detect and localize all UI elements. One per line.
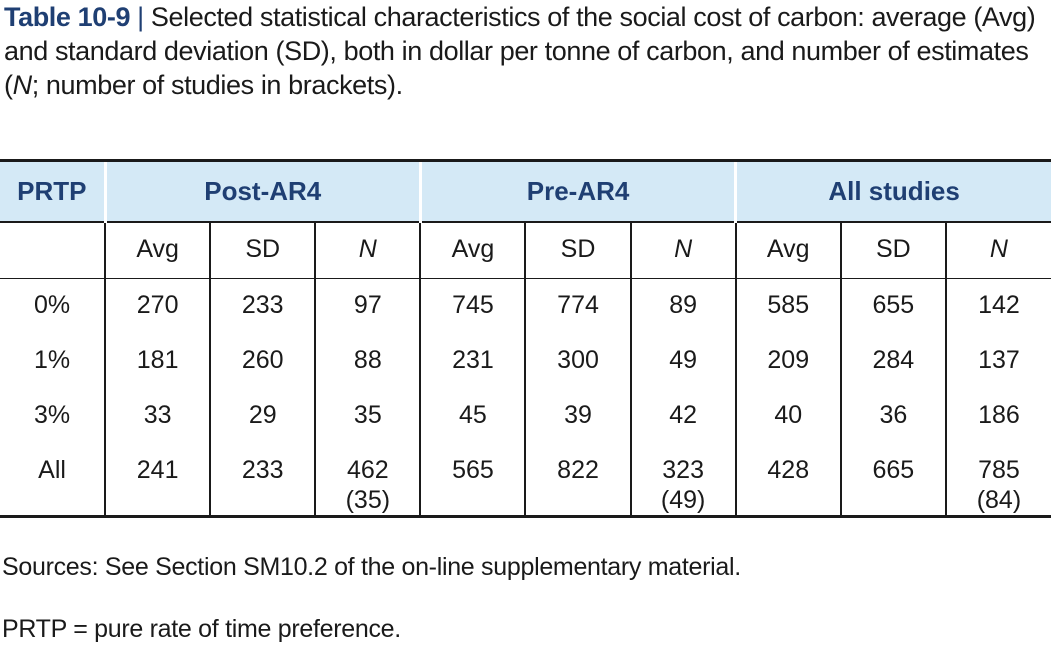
sources-note: Sources: See Section SM10.2 of the on-line supplementary material. (2, 553, 741, 581)
table-cell (420, 444, 525, 517)
table-cell: 49 (631, 334, 736, 389)
table-cell: 88 (315, 334, 420, 389)
header-post-ar4: Post-AR4 (105, 161, 420, 223)
cell-value: 241 (136, 456, 179, 484)
table-cell: 40 (736, 389, 841, 444)
table-cell: 89 (631, 279, 736, 335)
caption-text-1: Selected statistical characteristics of the social cost of carbon: average (Avg) and standard deviation (SD), both in dollar per tonne of carbon, and number of estimates ( (4, 2, 1036, 100)
table-cell: 97 (315, 279, 420, 335)
subheader-cell: SD (841, 222, 946, 279)
table-cell: 774 (525, 279, 630, 335)
table-cell: 284 (841, 334, 946, 389)
cell-value: 785 (978, 456, 1020, 484)
prtp-definition-note: PRTP = pure rate of time preference. (2, 615, 401, 643)
table-cell: 137 (946, 334, 1051, 389)
table-cell (631, 444, 736, 517)
table-cell: 270 (105, 279, 210, 335)
cell-value: 822 (557, 456, 599, 484)
caption-n-symbol: N (12, 70, 32, 100)
caption-text-2: ; number of studies in brackets). (31, 70, 403, 100)
row-label: 3% (33, 401, 71, 429)
subheader-cell: SD (210, 222, 315, 279)
subheader-cell: Avg (420, 222, 525, 279)
table-cell: 35 (315, 389, 420, 444)
table-cell (946, 444, 1051, 517)
subheader-empty (0, 222, 105, 279)
cell-value: 665 (872, 456, 915, 484)
cell-value: 323 (662, 456, 704, 484)
cell-value: 233 (241, 456, 284, 484)
table-cell: 45 (420, 389, 525, 444)
table-cell: 745 (420, 279, 525, 335)
row-label: 1% (33, 346, 71, 374)
table-cell: 33 (105, 389, 210, 444)
row-label: 0% (33, 291, 71, 319)
table-caption (4, 0, 1044, 102)
subheader-cell: Avg (736, 222, 841, 279)
table-cell: 186 (946, 389, 1051, 444)
table-cell (315, 444, 420, 517)
table-row-all (0, 444, 1051, 517)
header-all-studies: All studies (736, 161, 1051, 223)
subheader-cell: N (315, 222, 420, 279)
table-cell: 39 (525, 389, 630, 444)
table-cell (210, 444, 315, 517)
table-cell: 29 (210, 389, 315, 444)
subheader-cell: SD (525, 222, 630, 279)
cell-value: 462 (346, 456, 389, 484)
table-cell: 585 (736, 279, 841, 335)
table-cell: 231 (420, 334, 525, 389)
table-cell (525, 444, 630, 517)
cell-value: 565 (452, 456, 494, 484)
table-row (0, 334, 1051, 389)
table-cell: 181 (105, 334, 210, 389)
table-cell (105, 444, 210, 517)
cell-study-count: (35) (345, 486, 391, 514)
scc-table (0, 159, 1051, 518)
table-cell: 36 (841, 389, 946, 444)
table-cell: 233 (210, 279, 315, 335)
header-row (0, 161, 1051, 223)
subheader-row (0, 222, 1051, 279)
table-cell: 142 (946, 279, 1051, 335)
table-cell: 260 (210, 334, 315, 389)
header-pre-ar4: Pre-AR4 (420, 161, 735, 223)
cell-study-count: (49) (660, 486, 706, 514)
table-cell: 300 (525, 334, 630, 389)
header-prtp: PRTP (0, 161, 105, 223)
subheader-cell: N (946, 222, 1051, 279)
table-row (0, 389, 1051, 444)
table-cell: 42 (631, 389, 736, 444)
caption-separator: | (137, 2, 144, 32)
table-label: Table 10-9 (4, 2, 131, 32)
row-label: All (0, 444, 105, 517)
subheader-cell: N (631, 222, 736, 279)
cell-value: 428 (767, 456, 810, 484)
table-cell: 209 (736, 334, 841, 389)
table-cell: 655 (841, 279, 946, 335)
cell-study-count: (84) (976, 486, 1022, 514)
table-cell (841, 444, 946, 517)
table-row (0, 279, 1051, 335)
table-cell (736, 444, 841, 517)
subheader-cell: Avg (105, 222, 210, 279)
